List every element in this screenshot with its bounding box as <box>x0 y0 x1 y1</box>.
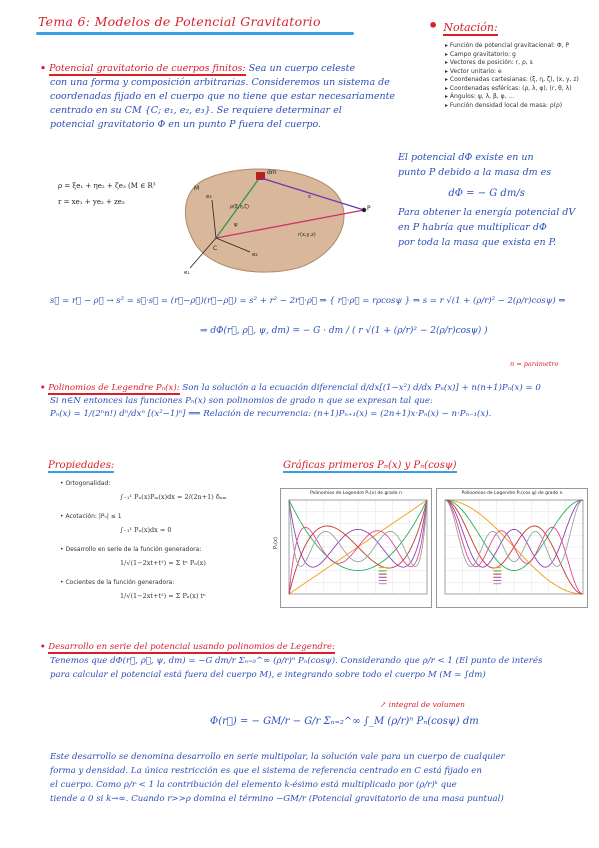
psi-label: ψ <box>234 222 238 228</box>
chart-ylabel: Pₙ(x) <box>272 537 279 549</box>
section-multipolar <box>40 640 542 682</box>
list-item: ▸ Ángulos: ψ, λ, β, φ, ... <box>445 93 515 100</box>
formula: ∫₋₁¹ Pₙ(x)dx = 0 <box>120 526 172 534</box>
section-heading: Desarrollo en serie del potencial usando polinomios de Legendre: <box>48 642 335 652</box>
section-potencial <box>40 62 440 132</box>
graficas-heading: Gráficas primeros Pₙ(x) y Pₙ(cosψ) <box>283 460 457 471</box>
section-heading: Potencial gravitatorio de cuerpos finitos: <box>49 63 246 74</box>
propiedades-heading: Propiedades: <box>48 460 115 471</box>
formula: 1/√(1−2xt+t²) = Σ Pₙ(x) tⁿ <box>120 592 206 600</box>
celestial-body-shape <box>185 169 344 272</box>
chart-title: Polinomios de Legendre Pₙ(cos ψ) de grado n <box>461 491 563 496</box>
paragraph-line: en P habría que multiplicar dΦ <box>398 222 547 233</box>
title-underline <box>36 32 354 35</box>
dphi-equation: dΦ = − G dm/s <box>448 188 525 199</box>
paragraph-line: centrado en su CM {C; e₁, e₂, e₃}. Se requiere determinar el <box>50 105 342 116</box>
formula-rho: ρ = ξe₁ + ηe₂ + ζe₃ (M ∈ R³ <box>58 182 156 190</box>
legendre-chart-x <box>280 488 432 608</box>
C-label: C <box>213 245 218 252</box>
parameter-note: n = parámetro <box>510 360 559 368</box>
bullet-icon: • <box>428 16 439 35</box>
list-item: ▸ Campo gravitatorio: g <box>445 50 516 58</box>
chart-title: Polinomios de Legendre Pₙ(x) de grado n <box>310 491 402 496</box>
notacion-list <box>445 42 579 110</box>
chart-plot-area <box>281 496 431 602</box>
paragraph-line: Tenemos que dΦ(r⃗, ρ⃗, ψ, dm) = −G dm/r Σₙ₌₀^∞ (ρ/r)ⁿ Pₙ(cosψ). Considerando que ρ/r < 1 (El punto de interés <box>50 656 543 666</box>
list-item: ▸ Vectores de posición: r, ρ, s <box>445 59 533 66</box>
section-heading: Polinomios de Legendre Pₙ(x): <box>48 383 180 393</box>
e2-label: e₂ <box>252 252 258 258</box>
paragraph-line: El potencial dΦ existe en un <box>398 152 534 163</box>
paragraph-line: Para obtener la energía potencial dV <box>398 207 576 218</box>
body-diagram <box>168 160 373 278</box>
notacion-title: Notación: <box>443 21 498 34</box>
dm-label: dm <box>267 169 277 176</box>
paragraph-line: Pₙ(x) = 1/(2ⁿn!) dⁿ/dxⁿ [(x²−1)ⁿ] ⟹ Relación de recurrencia: (n+1)Pₙ₊₁(x) = (2n+1)x·Pₙ(x) − n·Pₙ₋₁(x). <box>50 409 492 419</box>
list-item: ▸ Función de potencial gravitacional: Φ, P <box>445 42 570 49</box>
e1-label: e₁ <box>184 270 190 276</box>
M-label: M <box>194 185 200 192</box>
paragraph-line: Son la solución a la ecuación diferencial d/dx[(1−x²) d/dx Pₙ(x)] + n(n+1)Pₙ(x) = 0 <box>182 383 541 393</box>
page-title: Tema 6: Modelos de Potencial Gravitatorio <box>38 14 321 29</box>
paragraph-line: el cuerpo. Como ρ/r < 1 la contribución del elemento k-ésimo está multiplicado por (ρ/r)ᵏ que <box>50 780 457 790</box>
list-item: • Ortogonalidad: <box>60 480 111 487</box>
chart-plot-area <box>437 496 587 602</box>
list-item: • Desarrollo en serie de la función generadora: <box>60 546 202 553</box>
paragraph-line: tiende a 0 si k→∞. Cuando r>>ρ domina el término −GM/r (Potencial gravitatorio de una masa puntual) <box>50 794 504 804</box>
paragraph-line: coordenadas fijado en el cuerpo que no tiene que estar necesariamente <box>50 91 396 102</box>
paragraph-line: Este desarrollo se denomina desarrollo en serie multipolar, la solución vale para un cuerpo de cualquier <box>50 752 505 762</box>
formula-r: r = xe₁ + ye₂ + ze₃ <box>58 198 125 206</box>
formula: 1/√(1−2xt+t²) = Σ tⁿ Pₙ(x) <box>120 559 206 567</box>
point-P <box>362 208 366 212</box>
formula: ∫₋₁¹ Pₙ(x)Pₘ(x)dx = 2/(2n+1) δₙₘ <box>120 493 227 501</box>
notacion-heading <box>428 16 498 35</box>
list-item: ▸ Función densidad local de masa: ρ(ρ) <box>445 101 563 109</box>
multipolar-paragraph <box>50 750 505 806</box>
paragraph-line: forma y densidad. La única restricción es que el sistema de referencia centrado en C está fijado en <box>50 766 482 776</box>
rho-label: ρ(ξ,η,ζ) <box>230 204 249 210</box>
list-item: ▸ Coordenadas esféricas: (ρ, λ, φ), (r, θ, λ) <box>445 84 572 92</box>
bullet-icon: • <box>40 642 46 652</box>
list-item: • Acotación: |Pₙ| ≤ 1 <box>60 513 122 520</box>
integral-note: ↗ integral de volumen <box>380 700 465 709</box>
list-item: ▸ Coordenadas cartesianas: (ξ, η, ζ), (x, y, z) <box>445 76 579 83</box>
paragraph-line: punto P debido a la masa dm es <box>398 167 552 178</box>
section-legendre <box>40 382 541 421</box>
multipolar-equation: Φ(r⃗) = − GM/r − G/r Σₙ₌₂^∞ ∫_M (ρ/r)ⁿ Pₙ(cosψ) dm <box>210 716 479 727</box>
paragraph-line: con una forma y composición arbitrarias. Consideremos un sistema de <box>50 77 390 88</box>
P-label: P <box>367 205 371 212</box>
properties-list <box>60 480 270 600</box>
s-label: s <box>308 194 311 200</box>
paragraph-line: para calcular el potencial está fuera del cuerpo M), e integrando sobre todo el cuerpo M (M = ∫dm) <box>50 670 486 680</box>
list-item: • Cocientes de la función generadora: <box>60 579 175 586</box>
e3-label: e₃ <box>206 194 212 200</box>
potential-explanation <box>398 150 575 250</box>
position-formulas <box>58 182 156 206</box>
paragraph-line: Si n∈N entonces las funciones Pₙ(x) son polinomios de grado n que se expresan tal que: <box>50 396 433 406</box>
legendre-chart-cos <box>436 488 588 608</box>
r-label: r(x,y,z) <box>298 232 316 238</box>
paragraph-line: Sea un cuerpo celeste <box>248 63 356 74</box>
derivation-line-2: ⇒ dΦ(r⃗, ρ⃗, ψ, dm) = − G · dm / ( r √(1 + (ρ/r)² − 2(ρ/r)cosψ) ) <box>200 326 488 336</box>
list-item: ▸ Vector unitario: e <box>445 67 502 75</box>
paragraph-line: por toda la masa que exista en P. <box>398 237 557 248</box>
bullet-icon: • <box>40 383 46 393</box>
bullet-icon: • <box>40 63 47 74</box>
derivation-line-1: s⃗ = r⃗ − ρ⃗ → s² = s⃗·s⃗ = (r⃗−ρ⃗)(r⃗−ρ⃗) = s² + r² − 2r⃗·ρ⃗ ⇒ { r⃗·ρ⃗ = rρcosψ } ⇒ s = r √(1 + (ρ/r)² − 2(ρ/r)cosψ) ⇒ <box>50 296 566 306</box>
paragraph-line: potencial gravitatorio Φ en un punto P fuera del cuerpo. <box>50 119 322 130</box>
